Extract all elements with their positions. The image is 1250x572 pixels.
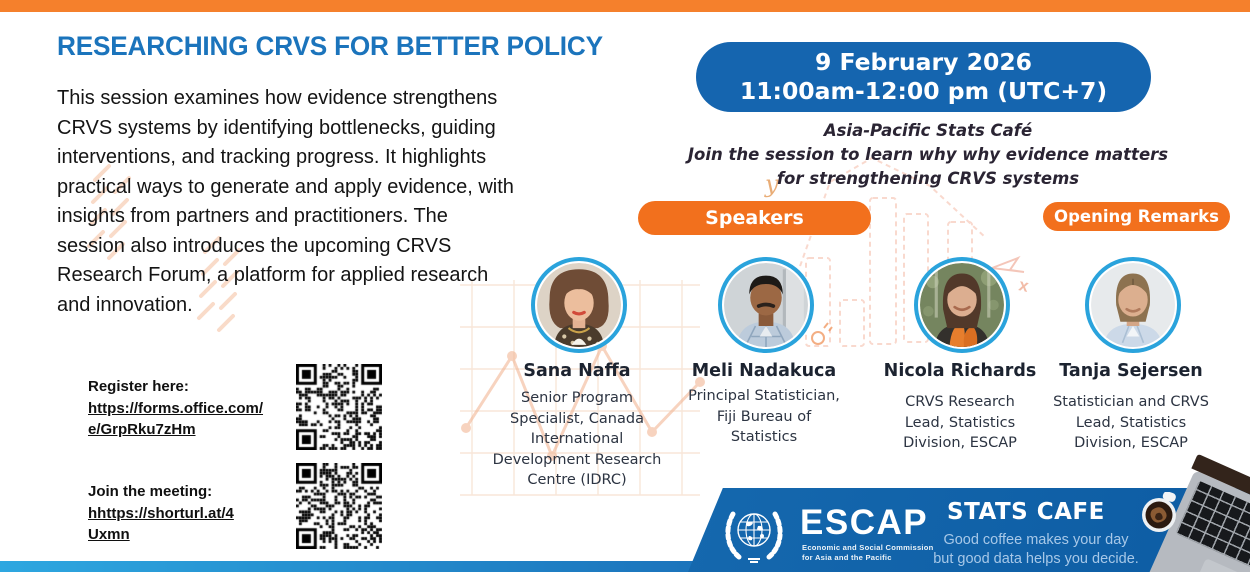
join-link-line1[interactable]: hhttps://shorturl.at/4: [88, 504, 234, 522]
register-label: Register here:: [88, 378, 189, 395]
top-accent-bar: [0, 0, 1250, 12]
join-label: Join the meeting:: [88, 483, 213, 500]
event-tagline: [645, 119, 1211, 191]
escap-full-name-line1: Economic and Social Commission: [802, 543, 934, 552]
join-meeting-block: [88, 481, 298, 546]
series-name: Asia-Pacific Stats Café: [823, 121, 1033, 140]
opening-remarks-section-pill: Opening Remarks: [1043, 202, 1230, 231]
speaker-role-meli-nadakuca: Principal Statistician, Fiji Bureau of Statistics: [688, 388, 840, 445]
join-link-line2[interactable]: Uxmn: [88, 526, 130, 543]
slogan-line1: Good coffee makes your day: [943, 532, 1129, 548]
portrait-illustration: [537, 263, 621, 347]
avatar-sana-naffa: [531, 257, 627, 353]
avatar-nicola-richards: [914, 257, 1010, 353]
page-title: RESEARCHING CRVS FOR BETTER POLICY: [57, 31, 603, 61]
slogan-line2: but good data helps you decide.: [933, 551, 1139, 567]
session-description: This session examines how evidence strengthens CRVS systems by identifying bottlenecks, guiding interventions, and tracking progress. It highlights practical ways to generate and apply evidence, with insights from partners and practitioners. The session also introduces the upcoming CRVS Research Forum, a platform for applied research and innovation.: [57, 87, 514, 316]
escap-full-name-line2: for Asia and the Pacific: [802, 552, 892, 562]
date-time-pill: [696, 42, 1151, 112]
speaker-name-sana-naffa: Sana Naffa: [523, 361, 631, 381]
speakers-section-pill: Speakers: [638, 201, 871, 235]
stats-cafe-title: STATS CAFE: [947, 499, 1105, 525]
avatar-meli-nadakuca: [718, 257, 814, 353]
register-link-line1[interactable]: https://forms.office.com/: [88, 399, 264, 417]
avatar-tanja-sejersen: [1085, 257, 1181, 353]
coffee-cup-icon: [1136, 492, 1184, 540]
register-qr-code: [296, 364, 382, 450]
laptop-keyboard: [1175, 481, 1250, 572]
register-link-line2[interactable]: e/GrpRku7zHm: [88, 421, 196, 438]
un-emblem-icon: [722, 502, 786, 564]
speaker-role-sana-naffa: Senior Program Specialist, Canada International Development Research Centre (IDRC): [492, 390, 662, 488]
event-date: 9 February 2026: [814, 48, 1033, 76]
tagline-line1: Join the session to learn why why evidence matters: [687, 145, 1169, 164]
tagline-line2: for strengthening CRVS systems: [776, 169, 1080, 188]
escap-full-name: [802, 543, 934, 562]
speaker-role-nicola-richards: CRVS Research Lead, Statistics Division, ESCAP: [903, 394, 1017, 451]
portrait-illustration: [724, 263, 808, 347]
svg-text:y: y: [765, 170, 779, 198]
speaker-role-tanja-sejersen: Statistician and CRVS Lead, Statistics Division, ESCAP: [1053, 394, 1209, 451]
meeting-qr-code: [296, 463, 382, 549]
portrait-illustration: [920, 263, 1004, 347]
svg-text:x: x: [1017, 275, 1031, 296]
portrait-illustration: [1091, 263, 1175, 347]
stats-cafe-slogan: [932, 531, 1140, 569]
register-block: [88, 376, 298, 441]
speaker-name-nicola-richards: Nicola Richards: [883, 361, 1037, 381]
speaker-name-meli-nadakuca: Meli Nadakuca: [691, 361, 837, 381]
escap-logo-text: ESCAP: [800, 503, 929, 542]
speaker-name-tanja-sejersen: Tanja Sejersen: [1059, 361, 1203, 381]
event-time: 11:00am-12:00 pm (UTC+7): [739, 77, 1108, 105]
